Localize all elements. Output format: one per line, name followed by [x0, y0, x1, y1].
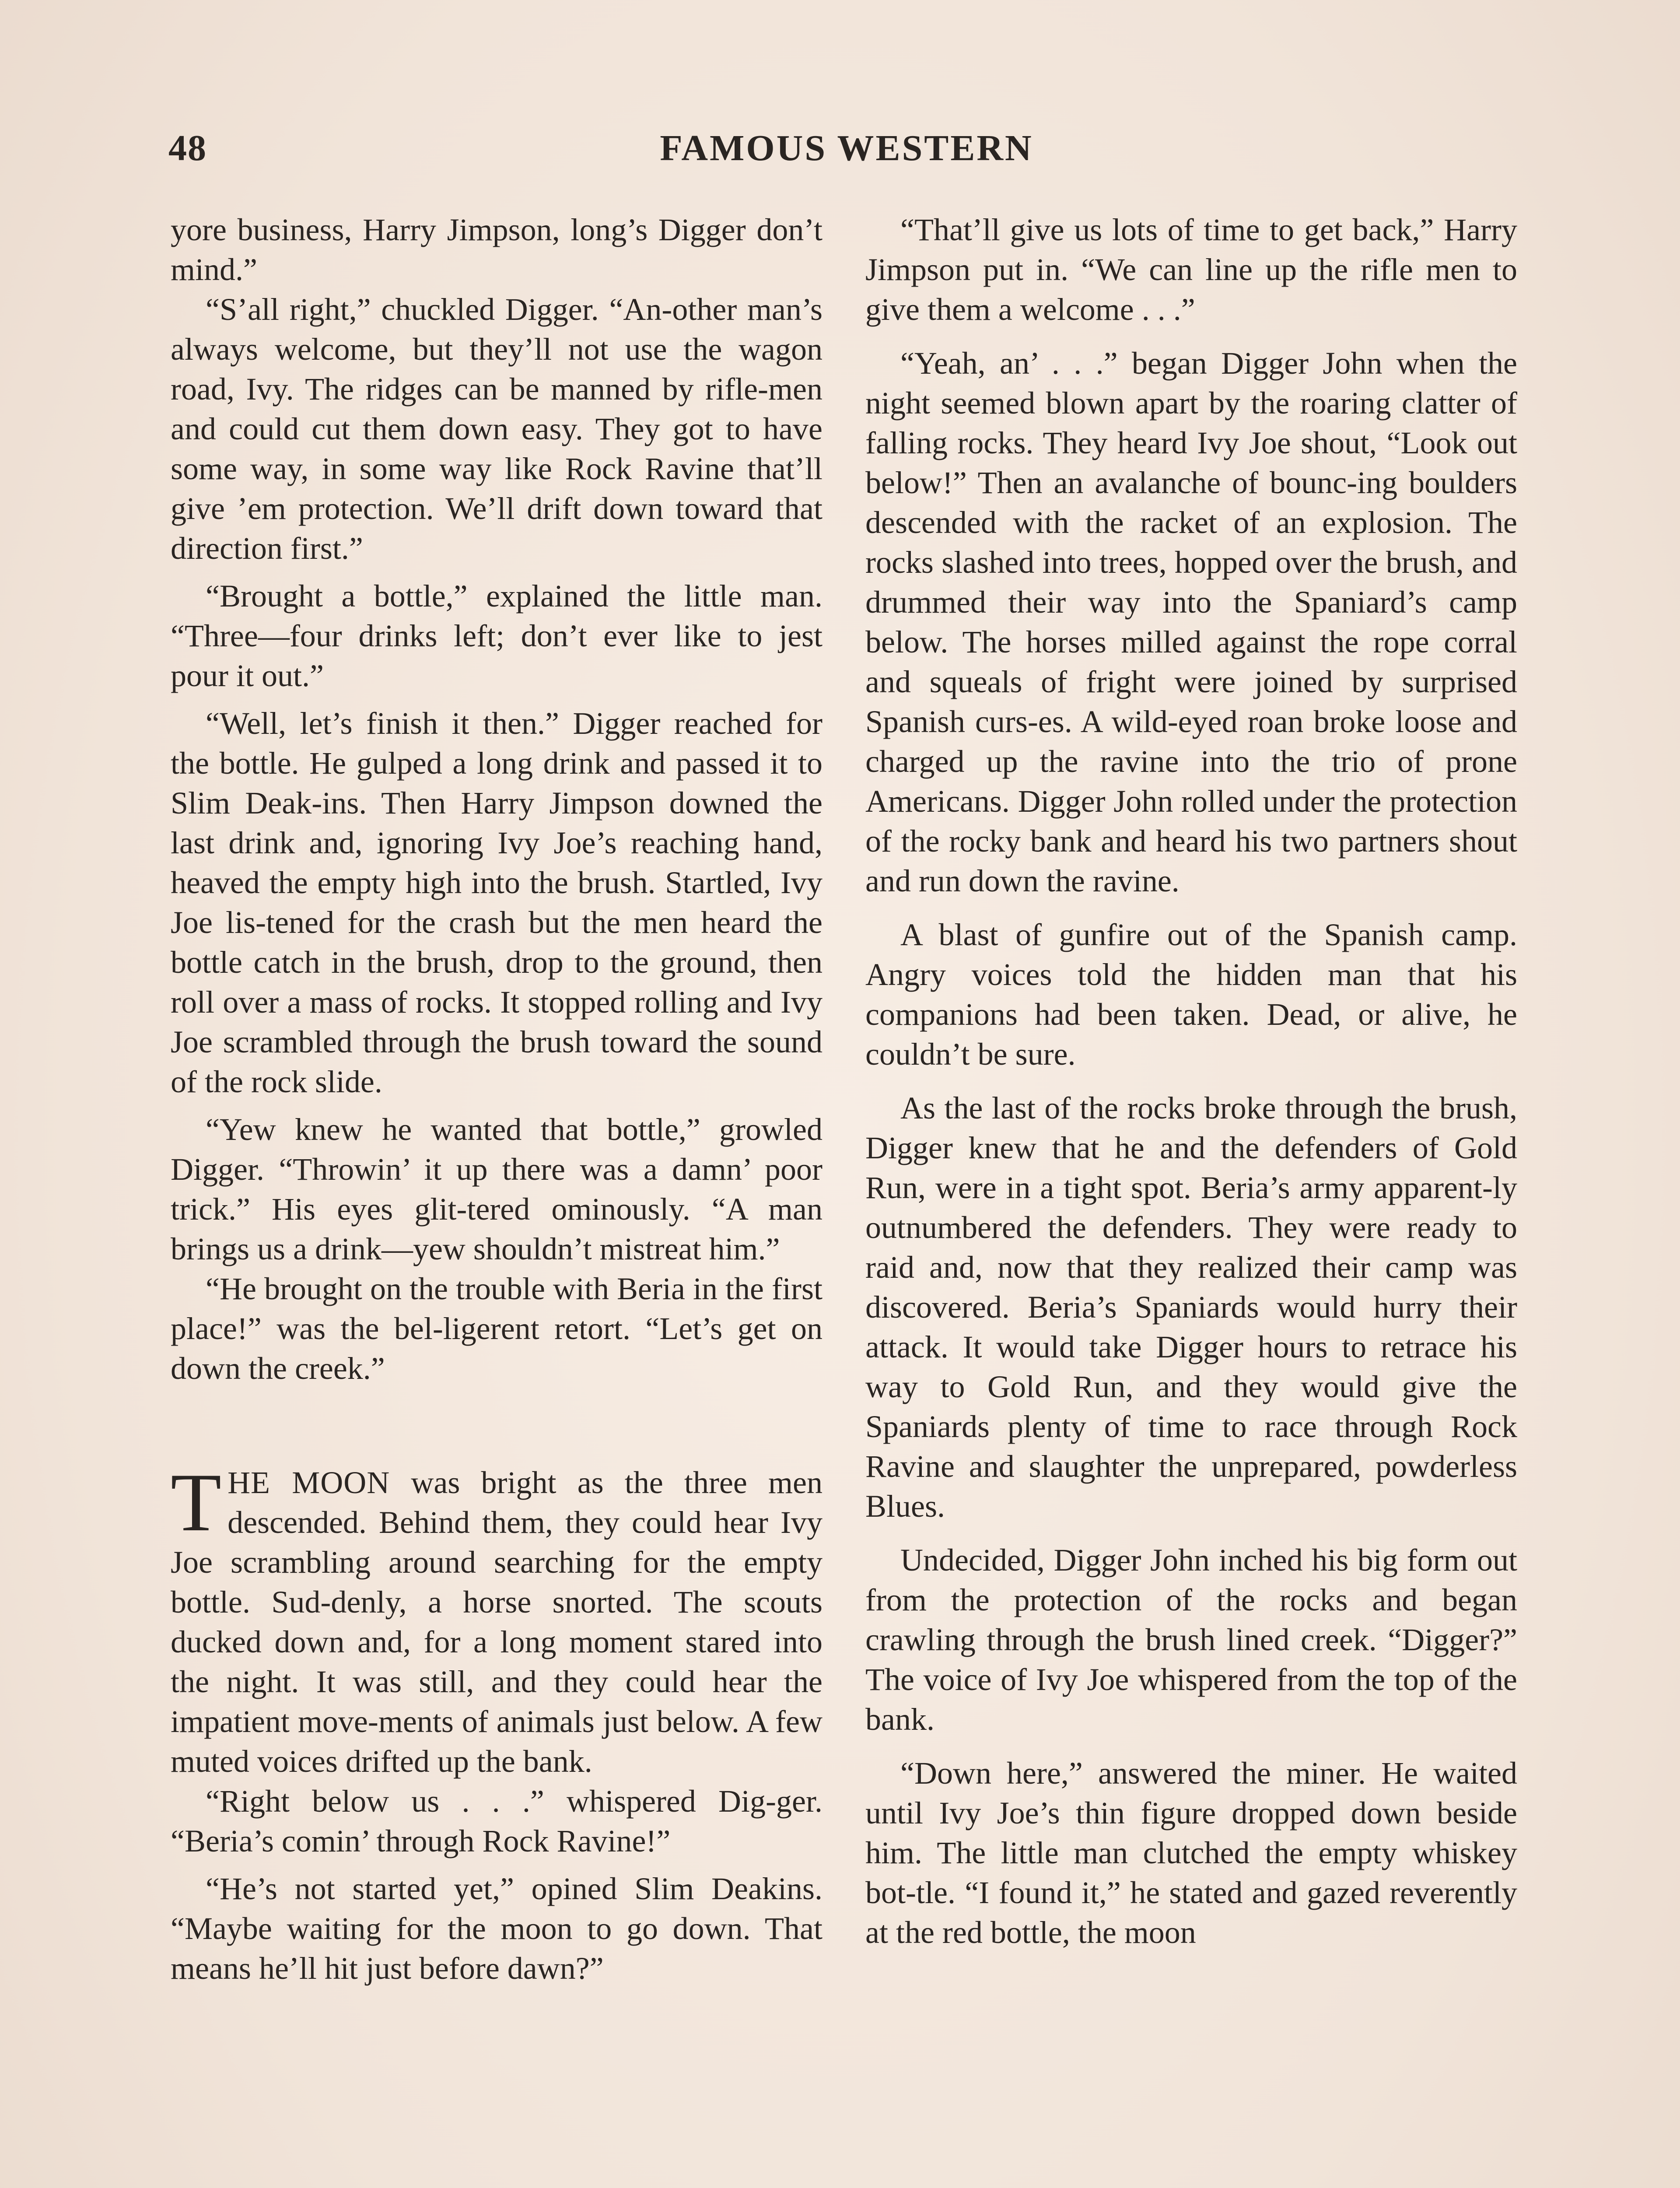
paragraph: “Well, let’s finish it then.” Digger reached for the bottle. He gulped a long drink and passed it to Slim Deak-ins. Then Harry Jimpson downed the last drink and, ignoring Ivy Joe’s reaching hand, heaved the empty high into the brush. Startled, Ivy Joe lis-tened for the crash but the men heard the bottle catch in the brush, drop to the ground, then roll over a mass of rocks. It stopped rolling and Ivy Joe scrambled through the brush toward the sound of the rock slide. [171, 706, 822, 1099]
paragraph: “He’s not started yet,” opined Slim Deakins. “Maybe waiting for the moon to go down. That means he’ll hit just before dawn?” [171, 1871, 822, 1986]
paragraph: “He brought on the trouble with Beria in the first place!” was the bel-ligerent retort. “Let’s get on down the creek.” [171, 1271, 822, 1386]
paragraph: “Right below us . . .” whispered Dig-ger. “Beria’s comin’ through Rock Ravine!” [171, 1784, 822, 1858]
left-column [171, 210, 822, 1988]
paragraph: “S’all right,” chuckled Digger. “An-other man’s always welcome, but they’ll not use the wagon road, Ivy. The ridges can be manned by rifle-men and could cut them down easy. They got to have some way, in some way like Rock Ravine that’ll give ’em protection. We’ll drift down toward that direction first.” [171, 292, 822, 566]
page-number: 48 [168, 128, 207, 168]
paragraph: “Yeah, an’ . . .” began Digger John when the night seemed blown apart by the roaring clatter of falling rocks. They heard Ivy Joe shout, “Look out below!” Then an avalanche of bounc-ing boulders descended with the racket of an explosion. The rocks slashed into trees, hopped over the brush, and drummed their way into the Spaniard’s camp below. The horses milled against the rope corral and squeals of fright were joined by surprised Spanish curs-es. A wild-eyed roan broke loose and charged up the ravine into the trio of prone Americans. Digger John rolled under the protection of the rocky bank and heard his two partners shout and run down the ravine. [865, 346, 1517, 898]
paragraph-text: was bright as the three men descended. Behind them, they could hear Ivy Joe scrambling around searching for the empty bottle. Sud-denly, a horse snorted. The scouts ducked down and, for a long moment stared into the night. It was still, and they could hear the impatient move-ments of animals just below. A few muted voices drifted up the bank. [171, 1465, 822, 1779]
paragraph: A blast of gunfire out of the Spanish camp. Angry voices told the hidden man that his companions had been taken. Dead, or alive, he couldn’t be sure. [865, 917, 1517, 1072]
running-title: FAMOUS WESTERN [660, 128, 1033, 168]
section-opening-paragraph [171, 1457, 822, 1781]
paragraph: Undecided, Digger John inched his big form out from the protection of the rocks and began crawling through the brush lined creek. “Digger?” The voice of Ivy Joe whispered from the top of the bank. [865, 1543, 1517, 1737]
paragraph: yore business, Harry Jimpson, long’s Digger don’t mind.” [171, 212, 822, 287]
paragraph: “Down here,” answered the miner. He waited until Ivy Joe’s thin figure dropped down beside him. The little man clutched the empty whiskey bot-tle. “I found it,” he stated and gazed reverently at the red bottle, the moon [865, 1756, 1517, 1950]
page-header [168, 127, 1525, 175]
lead-in: HE MOON [228, 1465, 390, 1500]
paragraph: “Yew knew he wanted that bottle,” growled Digger. “Throwin’ it up there was a damn’ poor trick.” His eyes glit-tered ominously. “A man brings us a drink—yew shouldn’t mistreat him.” [171, 1112, 822, 1266]
drop-cap: T [171, 1457, 222, 1549]
paragraph: “Brought a bottle,” explained the little man. “Three—four drinks left; don’t ever like to jest pour it out.” [171, 579, 822, 693]
right-column [865, 210, 1517, 1953]
paragraph: “That’ll give us lots of time to get back,” Harry Jimpson put in. “We can line up the rifle men to give them a welcome . . .” [865, 212, 1517, 327]
paragraph: As the last of the rocks broke through the brush, Digger knew that he and the defenders of Gold Run, were in a tight spot. Beria’s army apparent-ly outnumbered the defenders. They were ready to raid and, now that they realized their camp was discovered. Beria’s Spaniards would hurry their attack. It would take Digger hours to retrace his way to Gold Run, and they would give the Spaniards plenty of time to race through Rock Ravine and slaughter the unprepared, powderless Blues. [865, 1090, 1517, 1524]
